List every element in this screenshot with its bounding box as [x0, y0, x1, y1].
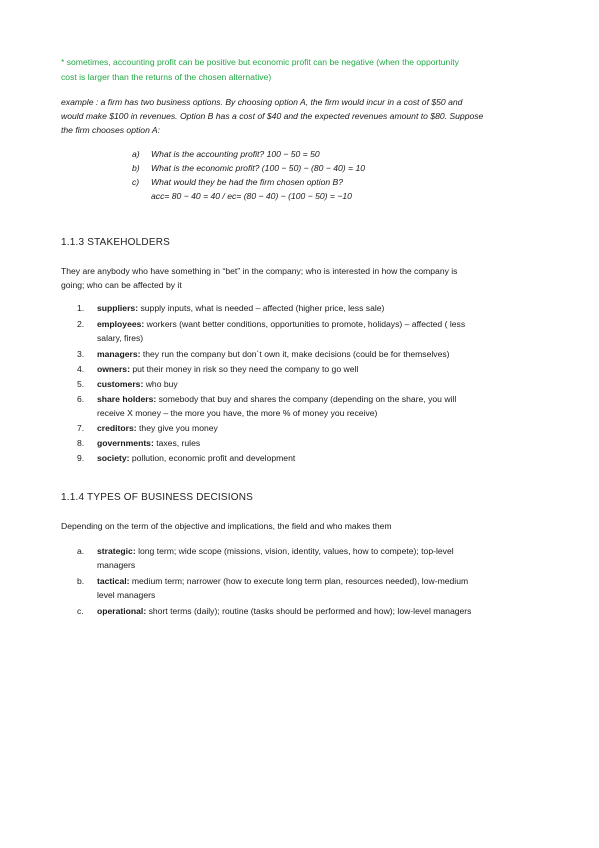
- answer-line: [151, 189, 531, 203]
- note-line-1: * sometimes, accounting profit can be positive but economic profit can be negative (when the opportunity: [61, 57, 459, 67]
- list-number: 8.: [77, 438, 85, 448]
- list-marker: c.: [77, 606, 84, 616]
- description: somebody that buy and shares the company (depending on the share, you will: [156, 394, 457, 404]
- question-text: What is the accounting profit? 100 − 50 = 50: [151, 149, 320, 159]
- description: long term; wide scope (missions, vision, identity, values, how to compete); top-level: [135, 546, 454, 556]
- list-item: [77, 451, 541, 465]
- list-item: [77, 317, 541, 345]
- description: pollution, economic profit and development: [129, 453, 296, 463]
- description: taxes, rules: [153, 438, 201, 448]
- description-continued: receive X money – the more you have, the more % of money you receive): [97, 408, 378, 418]
- term: governments:: [97, 438, 154, 448]
- section-heading-stakeholders: 1.1.3 STAKEHOLDERS: [61, 237, 171, 248]
- section-heading-decisions: 1.1.4 TYPES OF BUSINESS DECISIONS: [61, 492, 254, 503]
- term: suppliers:: [97, 303, 139, 313]
- description: put their money in risk so they need the company to go well: [129, 364, 359, 374]
- term: customers:: [97, 379, 144, 389]
- example-block: [61, 95, 551, 137]
- description-continued: managers: [97, 560, 136, 570]
- example-line-3: the firm chooses option A:: [61, 125, 161, 135]
- term: society:: [97, 453, 130, 463]
- question-marker: b): [132, 163, 140, 173]
- note-line-2: cost is larger than the returns of the chosen alternative): [61, 72, 272, 82]
- list-number: 7.: [77, 423, 85, 433]
- list-number: 3.: [77, 349, 85, 359]
- description-continued: level managers: [97, 590, 156, 600]
- description: medium term; narrower (how to execute long term plan, resources needed), low-medium: [129, 576, 469, 586]
- description: short terms (daily); routine (tasks should be performed and how); low-level managers: [146, 606, 472, 616]
- question-item: [132, 147, 531, 161]
- term: creditors:: [97, 423, 137, 433]
- list-item: [77, 377, 541, 391]
- question-marker: a): [132, 149, 140, 159]
- list-item: [77, 347, 541, 361]
- list-number: 9.: [77, 453, 85, 463]
- list-number: 4.: [77, 364, 85, 374]
- question-text: What is the economic profit? (100 − 50) − (80 − 40) = 10: [151, 163, 366, 173]
- description: supply inputs, what is needed – affected (higher price, less sale): [138, 303, 385, 313]
- list-item: [77, 574, 541, 602]
- list-item: [77, 604, 541, 618]
- question-text: What would they be had the firm chosen option B?: [151, 177, 344, 187]
- decisions-list: [77, 544, 541, 618]
- term: strategic:: [97, 546, 136, 556]
- question-marker: c): [132, 177, 140, 187]
- list-number: 2.: [77, 319, 85, 329]
- term: employees:: [97, 319, 145, 329]
- list-item: [77, 392, 541, 420]
- list-marker: b.: [77, 576, 85, 586]
- description-continued: salary, fires): [97, 333, 144, 343]
- list-item: [77, 301, 541, 315]
- list-number: 5.: [77, 379, 85, 389]
- description: they run the company but don´t own it, make decisions (could be for themselves): [140, 349, 450, 359]
- list-item: [77, 421, 541, 435]
- intro-line-2: going; who can be affected by it: [61, 280, 182, 290]
- term: share holders:: [97, 394, 157, 404]
- term: operational:: [97, 606, 147, 616]
- stakeholders-list: [77, 301, 541, 465]
- term: owners:: [97, 364, 130, 374]
- description: workers (want better conditions, opportunities to promote, holidays) – affected ( less: [144, 319, 466, 329]
- question-item: [132, 161, 531, 175]
- term: managers:: [97, 349, 141, 359]
- list-item: [77, 436, 541, 450]
- term: tactical:: [97, 576, 130, 586]
- list-number: 6.: [77, 394, 85, 404]
- example-line-2: would make $100 in revenues. Option B has a cost of $40 and the expected revenues amount to $80. Suppose: [61, 111, 484, 121]
- description: who buy: [143, 379, 178, 389]
- intro-line-1: They are anybody who have something in “bet” in the company; who is interested in how the company is: [61, 266, 458, 276]
- question-item: [132, 175, 531, 189]
- note-block: [61, 55, 551, 84]
- example-line-1: example : a firm has two business options. By choosing option A, the firm would incur in a cost of $50 and: [61, 97, 463, 107]
- list-marker: a.: [77, 546, 85, 556]
- list-item: [77, 362, 541, 376]
- example-questions: [132, 147, 531, 203]
- description: they give you money: [136, 423, 218, 433]
- stakeholders-intro: [61, 264, 551, 292]
- list-number: 1.: [77, 303, 85, 313]
- answer-c-text: acc= 80 − 40 = 40 / ec= (80 − 40) − (100 − 50) = −10: [151, 191, 352, 201]
- list-item: [77, 544, 541, 572]
- decisions-intro: Depending on the term of the objective and implications, the field and who makes them: [61, 521, 392, 531]
